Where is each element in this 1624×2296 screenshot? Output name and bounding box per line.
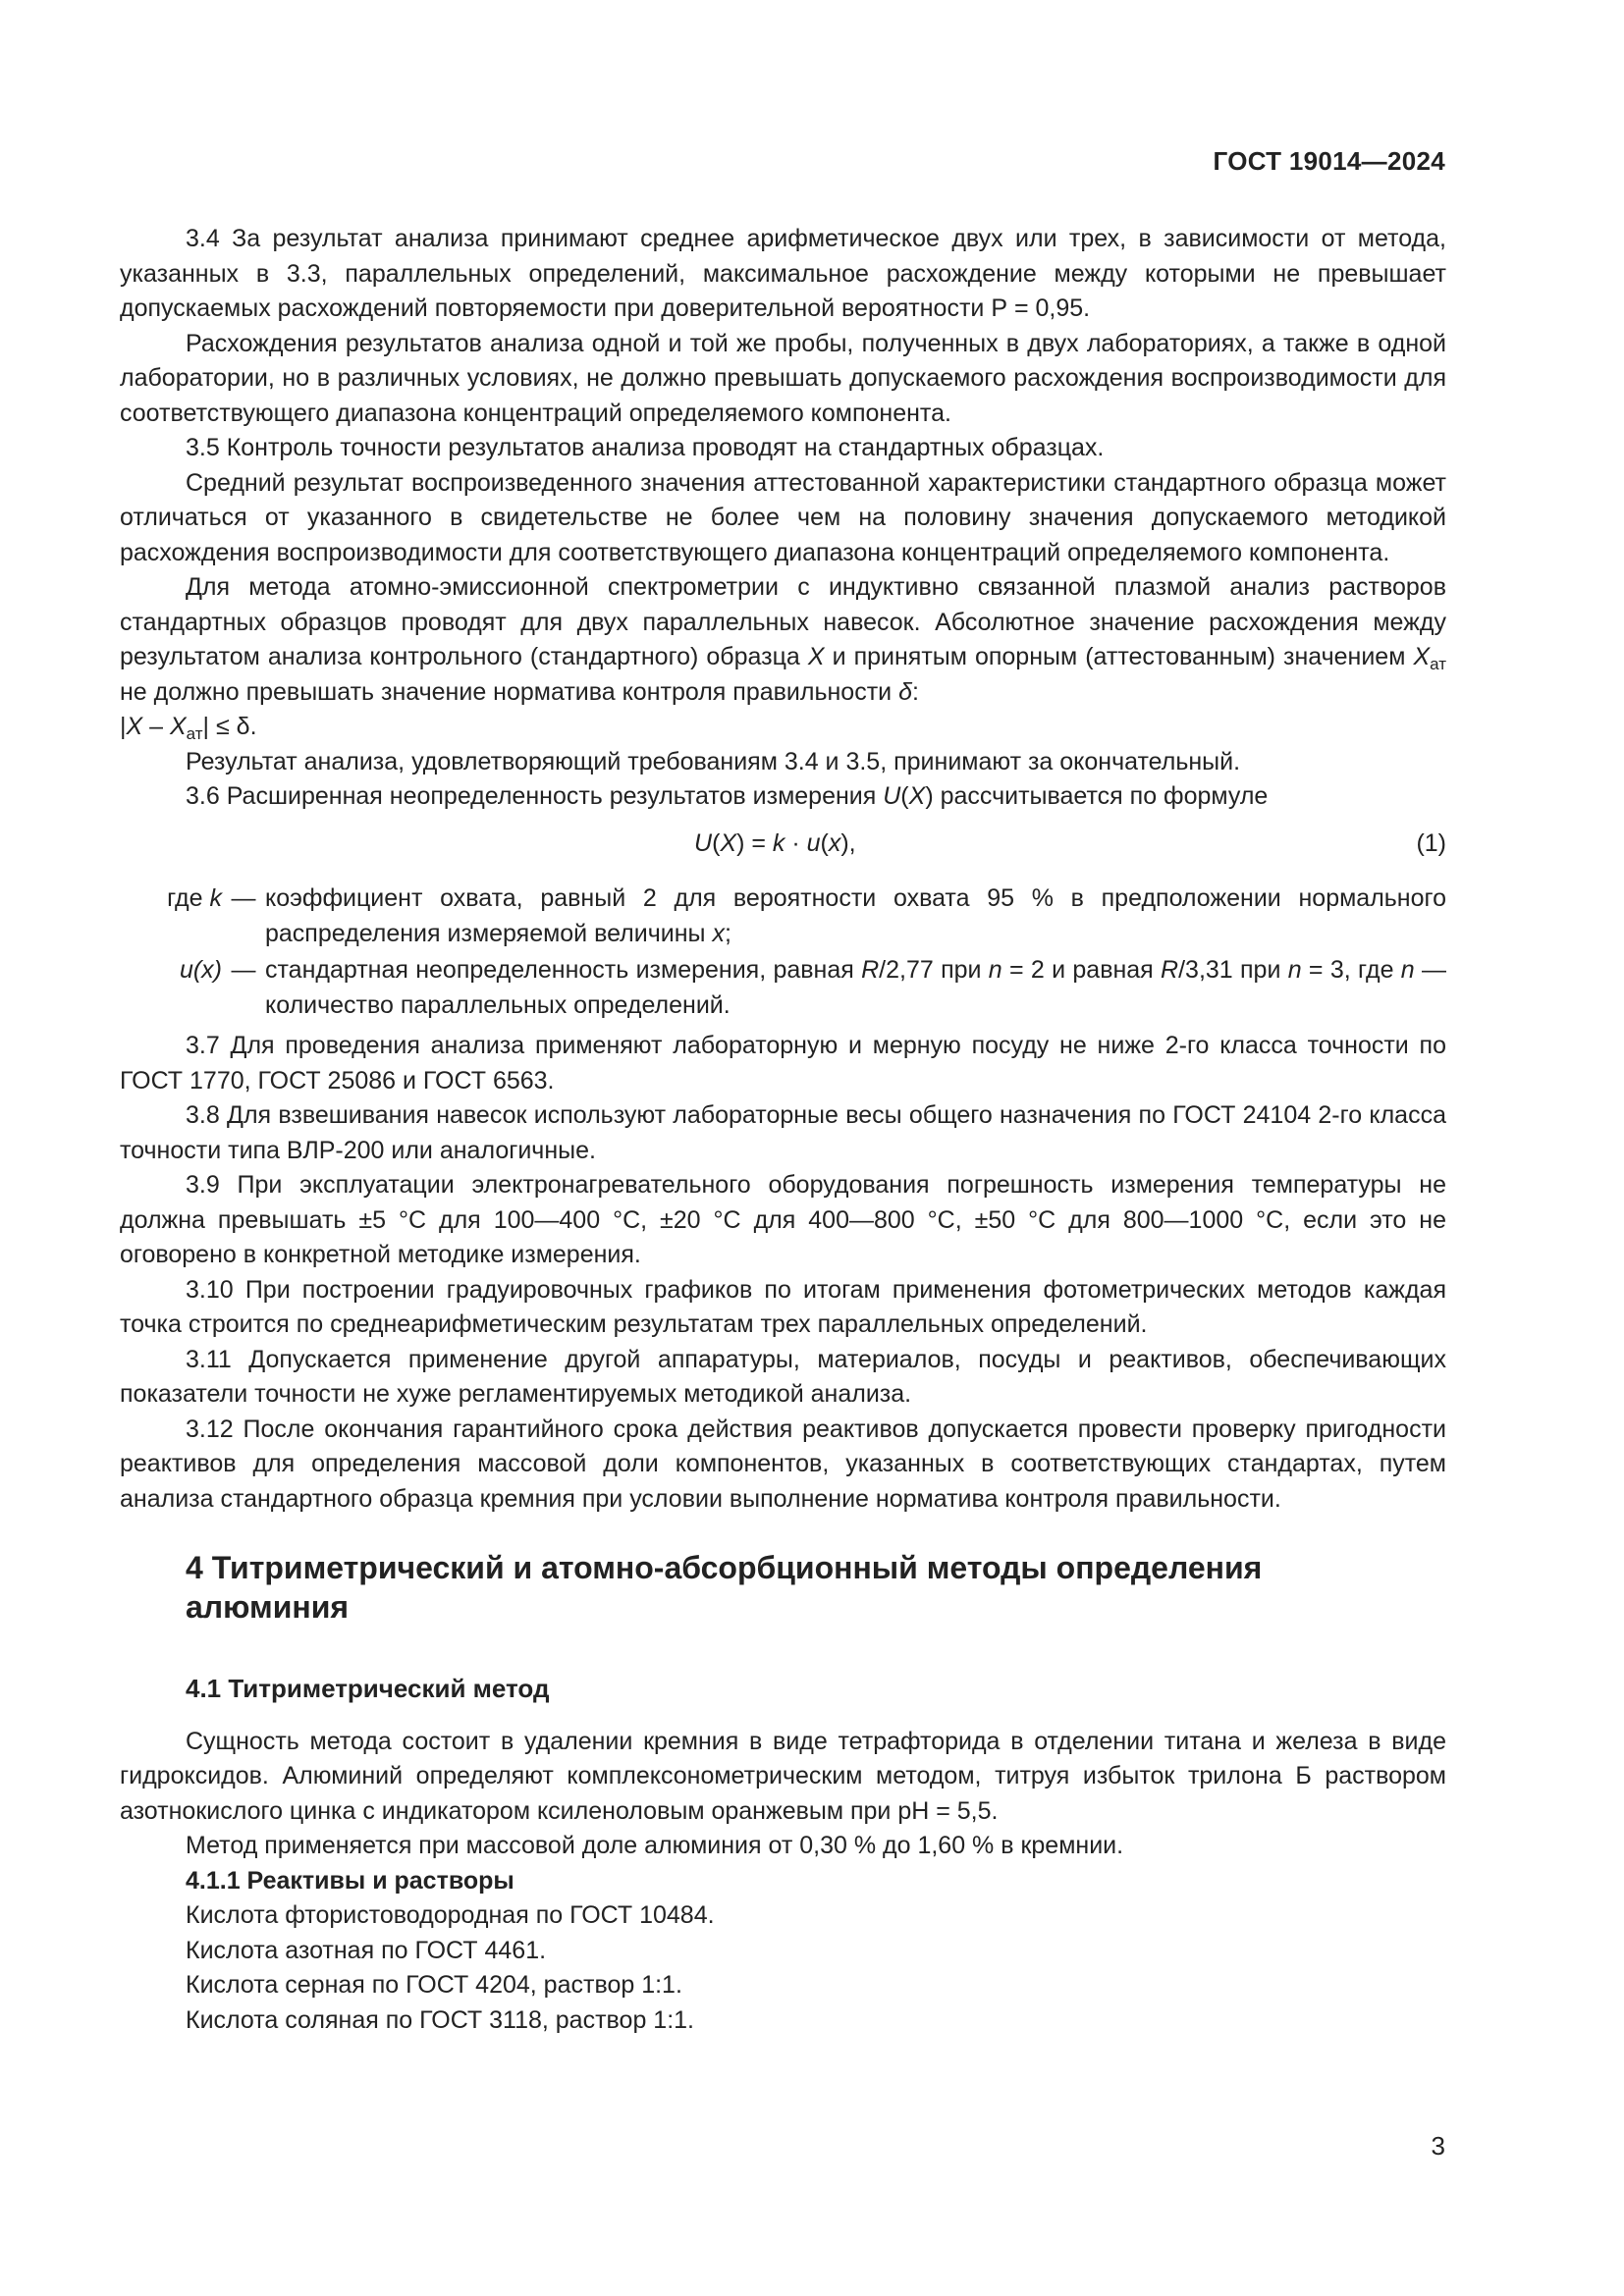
paragraph-3-4-reproducibility: Расхождения результатов анализа одной и той же пробы, полученных в двух лабораториях, а также в одной лаборатории, но в различных условиях, не должно превышать допускаемого расхождения воспроизводимости для соответствующего диапазона концентраций определяемого компонента. [120,329,1446,427]
where-prefix: где [167,884,210,912]
minus: – [142,713,170,740]
text: : [911,677,919,706]
var-x: x [712,919,725,947]
where-k-text [265,881,1446,951]
f-lp2: ( [820,828,829,857]
paragraph-3-5-mean-result: Средний результат воспроизведенного значения аттестованной характеристики стандартного образца может отличаться от указанного в свидетельстве не более чем на половину значения допускаемого методикой расхождения воспроизводимости для соответствующего диапазона концентраций определяемого компонента. [120,468,1446,566]
paragraph-3-10: 3.10 При построении градуировочных графиков по итогам применения фотометрических методов каждая точка строится по среднеарифметическим результатам трех параллельных определений. [120,1275,1446,1338]
var-u: U [883,782,901,810]
formula-number: (1) [1416,828,1446,857]
f-lp: ( [712,828,721,857]
sub-at: ат [1430,655,1446,673]
f-rp2: ), [840,828,856,857]
paragraph-3-8: 3.8 Для взвешивания навесок используют лабораторные весы общего назначения по ГОСТ 24104 2-го класса точности типа ВЛР-200 или аналогичные. [120,1101,1446,1164]
standard-designation: ГОСТ 19014—2024 [1213,146,1445,176]
paragraph-3-5: 3.5 Контроль точности результатов анализа проводят на стандартных образцах. [186,434,1105,461]
paragraph-4-1-range: Метод применяется при массовой доле алюминия от 0,30 % до 1,60 % в кремнии. [186,1832,1124,1859]
section-4-line1: 4 Титриметрический и атомно-абсорбционный методы определения [186,1550,1263,1585]
formula-1 [120,827,1446,862]
subsection-4-1-1-heading: 4.1.1 Реактивы и растворы [186,1866,514,1895]
var-x: X [908,782,926,810]
cond-sub-at: ат [186,724,203,743]
document-body [120,222,1446,2038]
reagent-item: Кислота фтористоводородная по ГОСТ 10484. [186,1901,715,1929]
text: = 3, где [1301,956,1401,984]
text: — количество параллельных определений. [265,956,1446,1019]
var-n: n [988,956,1002,984]
text: Для метода атомно-эмиссионной спектрометрии с индуктивно связанной плазмой анализ растворов стандартных образцов проводят для двух параллельных навесок. Абсолютное значение расхождения между результатом анализа контрольного (стандартного) образца [120,573,1446,670]
var-x: X [807,643,825,670]
formula-expression [694,827,856,862]
f-u: u [806,828,821,857]
f-dot: · [785,828,807,857]
where-u-var: u(x) [179,956,222,984]
cond-x-at: X [169,713,187,740]
where-u-text [265,953,1446,1023]
subsection-4-1-heading: 4.1 Титриметрический метод [186,1674,550,1703]
f-X: X [720,828,737,857]
section-4-line2: алюминия [186,1589,350,1625]
var-n: n [1400,956,1415,984]
condition-formula [120,710,1446,745]
where-k [120,881,1446,951]
paragraph-4-1-essence: Сущность метода состоит в удалении кремния в виде тетрафторида в отделении титана и железа в виде гидроксидов. Алюминий определяют комплексонометрическим методом, титруя избыток трилона Б раствором азотнокислого цинка с индикатором ксиленоловым оранжевым при рН = 5,5. [120,1727,1446,1825]
var-R: R [1161,956,1179,984]
cond-x: X [126,713,143,740]
where-dash: — [231,884,256,912]
where-k-var: k [209,884,222,912]
page-number: 3 [1431,2131,1445,2161]
text: не должно превышать значение норматива контроля правильности [120,677,899,706]
reagent-item: Кислота серная по ГОСТ 4204, раствор 1:1. [186,1971,682,1999]
text: /2,77 при [879,956,989,984]
where-dash: — [231,956,256,984]
f-k: k [772,828,785,857]
paragraph-3-4: 3.4 За результат анализа принимают среднее арифметическое двух или трех, в зависимости от метода, указанных в 3.3, параллельных определений, максимальное расхождение между которыми не превышает допускаемых расхождений повторяемости при доверительной вероятности Р = 0,95. [120,225,1446,322]
f-rp: ) = [736,828,773,857]
paragraph-3-7: 3.7 Для проведения анализа применяют лабораторную и мерную посуду не ниже 2-го класса точности по ГОСТ 1770, ГОСТ 25086 и ГОСТ 6563. [120,1032,1446,1095]
text: стандартная неопределенность измерения, равная [265,956,862,984]
text: ; [724,919,731,947]
text: 3.6 Расширенная неопределенность результатов измерения [186,782,884,810]
text: ) рассчитывается по формуле [925,782,1269,810]
f-U: U [694,828,713,857]
paragraph-3-12: 3.12 После окончания гарантийного срока действия реактивов допускается провести проверку пригодности реактивов для определения массовой доли компонентов, указанных в соответствующих стандартах, путем анализа стандартного образца кремния при условии выполнение норматива контроля правильности. [120,1415,1446,1513]
var-delta: δ [898,677,912,706]
abs-open: | [120,713,127,740]
text: /3,31 при [1178,956,1288,984]
text: ( [900,782,909,810]
var-x-at: X [1413,643,1431,670]
where-k-symbol [120,881,222,951]
text: = 2 и равная [1001,956,1162,984]
f-x: x [828,828,841,857]
where-u-symbol [120,953,222,1023]
var-n: n [1287,956,1302,984]
text: коэффициент охвата, равный 2 для вероятности охвата 95 % в предположении нормального распределения измеряемой величины [265,884,1446,947]
paragraph-3-6 [120,779,1446,815]
section-4-heading [186,1548,1446,1627]
text: и принятым опорным (аттестованным) значением [824,643,1414,670]
paragraph-3-5-final: Результат анализа, удовлетворяющий требованиям 3.4 и 3.5, принимают за окончательный. [186,747,1241,775]
reagent-item: Кислота азотная по ГОСТ 4461. [186,1936,547,1964]
where-u [120,953,1446,1023]
paragraph-3-5-icp-method [120,570,1446,710]
abs-close: | ≤ δ. [202,713,257,740]
paragraph-3-11: 3.11 Допускается применение другой аппаратуры, материалов, посуды и реактивов, обеспечивающих показатели точности не хуже регламентируемых методикой анализа. [120,1345,1446,1408]
var-R: R [861,956,880,984]
paragraph-3-9: 3.9 При эксплуатации электронагревательного оборудования погрешность измерения температуры не должна превышать ±5 °С для 100—400 °С, ±20 °С для 400—800 °С, ±50 °С для 800—1000 °С, если это не оговорено в конкретной методике измерения. [120,1171,1446,1268]
reagent-item: Кислота соляная по ГОСТ 3118, раствор 1:1. [186,2005,694,2034]
